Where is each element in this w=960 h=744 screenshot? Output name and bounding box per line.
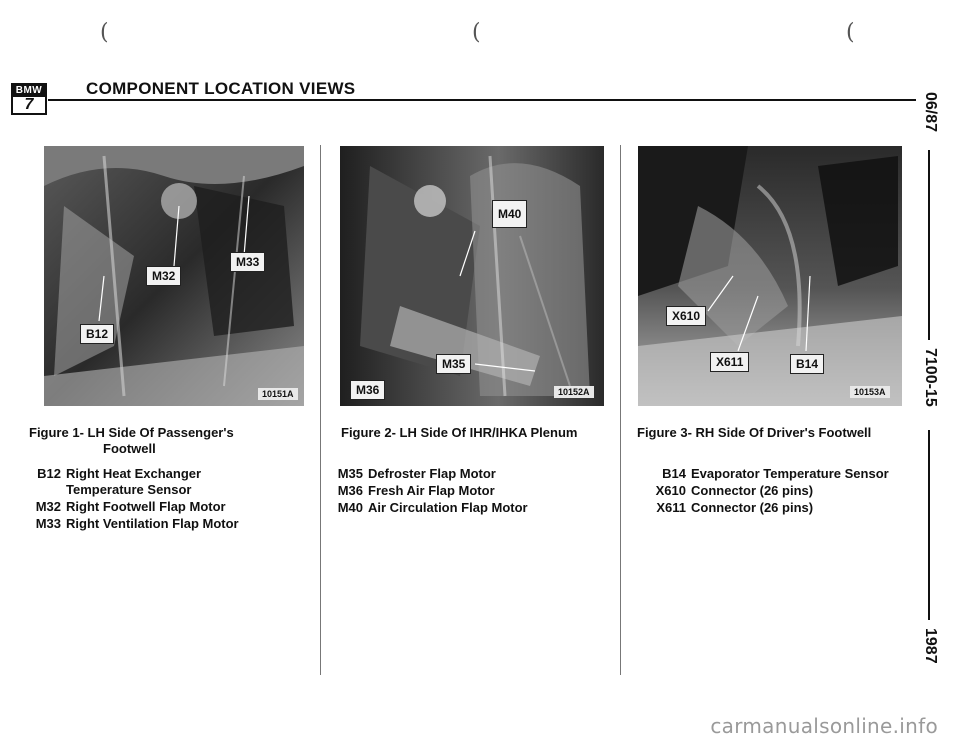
figure-3-label-x611: X611	[710, 352, 749, 372]
figure-3-photo	[638, 146, 902, 406]
figure-1-photo	[44, 146, 304, 406]
page-title: COMPONENT LOCATION VIEWS	[86, 79, 356, 98]
legend-item	[327, 483, 607, 499]
figure-2-caption-line1: LH Side Of IHR/IHKA Plenum	[399, 425, 578, 440]
logo-text: BMW	[13, 85, 45, 97]
figure-3-caption	[637, 425, 871, 441]
figure-2-label-m35: M35	[436, 354, 471, 374]
scan-mark-right: (	[846, 20, 855, 45]
legend-item	[642, 500, 902, 516]
legend-item	[25, 466, 315, 498]
figure-3-legend	[642, 466, 902, 517]
figure-1-legend	[25, 466, 315, 533]
legend-desc: Evaporator Temperature Sensor	[691, 466, 889, 481]
site-watermark: carmanualsonline.info	[710, 714, 938, 738]
header-rule	[48, 99, 916, 101]
figure-1-caption-prefix: Figure 1-	[29, 425, 84, 440]
legend-code: B12	[37, 466, 61, 481]
column-divider-2	[620, 145, 621, 675]
figure-1-label-m32: M32	[146, 266, 181, 286]
legend-code: M32	[35, 499, 61, 514]
legend-item	[642, 466, 902, 482]
column-divider-1	[320, 145, 321, 675]
legend-desc: Right Ventilation Flap Motor	[66, 516, 239, 531]
legend-desc: Defroster Flap Motor	[368, 466, 496, 481]
legend-code: M33	[35, 516, 61, 531]
figure-1-caption	[29, 425, 234, 457]
legend-desc: Right Footwell Flap Motor	[66, 499, 226, 514]
legend-code: B14	[662, 466, 686, 481]
legend-desc: Air Circulation Flap Motor	[368, 500, 528, 515]
logo-series-number: 7	[24, 96, 34, 113]
legend-code: M35	[337, 466, 363, 481]
figure-1-caption-line1: LH Side Of Passenger's	[87, 425, 234, 440]
figure-2-legend	[327, 466, 607, 517]
legend-desc: Fresh Air Flap Motor	[368, 483, 495, 498]
legend-desc: Right Heat Exchanger	[66, 466, 202, 481]
scan-mark-center: (	[472, 20, 481, 45]
legend-item	[327, 500, 607, 516]
figure-1-label-m33: M33	[230, 252, 265, 272]
figure-3-caption-line1: RH Side Of Driver's Footwell	[695, 425, 872, 440]
figure-2-label-m36: M36	[350, 380, 385, 400]
figure-1-photo-ref: 10151A	[258, 388, 298, 400]
legend-item	[642, 483, 902, 499]
figure-3-caption-prefix: Figure 3-	[637, 425, 692, 440]
legend-desc-cont: Temperature Sensor	[66, 482, 192, 497]
figure-1-label-b12: B12	[80, 324, 114, 344]
figure-2-photo	[340, 146, 604, 406]
bmw-logo	[11, 83, 47, 115]
scan-mark-left: (	[100, 20, 109, 45]
margin-rule-lower	[928, 430, 930, 620]
legend-code: X610	[655, 483, 686, 498]
figure-3-label-x610: X610	[666, 306, 706, 326]
margin-year: 1987	[922, 628, 939, 664]
legend-code: M40	[337, 500, 363, 515]
figure-3-photo-ref: 10153A	[850, 386, 890, 398]
legend-item	[25, 499, 315, 515]
figure-1-caption-line2: Footwell	[103, 441, 156, 456]
legend-desc: Connector (26 pins)	[691, 483, 814, 498]
figure-2-caption	[341, 425, 577, 441]
margin-rule-upper	[928, 150, 930, 340]
margin-page-number: 7100-15	[922, 348, 939, 407]
figure-2-label-m40: M40	[492, 200, 527, 228]
legend-code: M36	[337, 483, 363, 498]
margin-date: 06/87	[922, 92, 939, 133]
figure-3-label-b14: B14	[790, 354, 824, 374]
legend-code: X611	[656, 500, 686, 515]
legend-item	[327, 466, 607, 482]
figure-2-photo-ref: 10152A	[554, 386, 594, 398]
legend-item	[25, 516, 315, 532]
legend-desc: Connector (26 pins)	[691, 500, 814, 515]
figure-2-caption-prefix: Figure 2-	[341, 425, 396, 440]
